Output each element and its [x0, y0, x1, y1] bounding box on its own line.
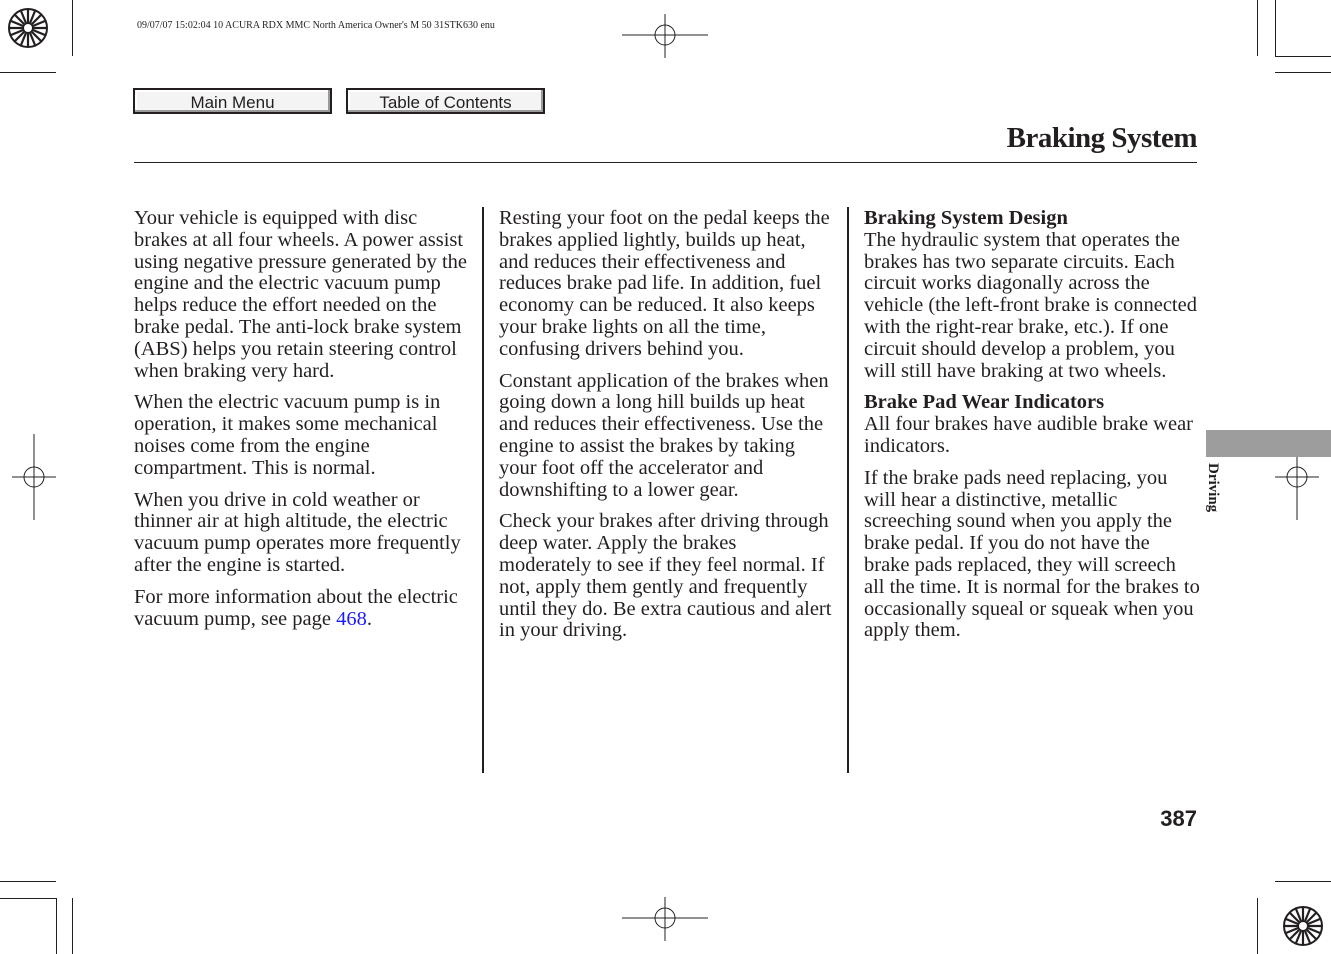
- crop-mark: [1275, 881, 1331, 882]
- column-1: [134, 208, 470, 640]
- print-header-info: 09/07/07 15:02:04 10 ACURA RDX MMC North America Owner's M 50 31STK630 enu: [137, 20, 495, 31]
- crop-mark: [0, 881, 56, 882]
- crosshair-icon: [622, 897, 708, 941]
- crop-mark: [72, 0, 73, 56]
- paragraph-text: For more information about the electric vacuum pump, see page: [134, 585, 458, 630]
- crop-mark: [56, 898, 57, 954]
- column-2: [499, 208, 832, 652]
- column-divider: [847, 207, 849, 773]
- crop-mark: [1257, 0, 1258, 56]
- paragraph: Your vehicle is equipped with disc brakes at all four wheels. A power assist using negative pressure generated by the engine and the electric vacuum pump helps reduce the effort needed on the brake pedal. The anti-lock brake system (ABS) helps you retain steering control when braking very hard.: [134, 207, 468, 382]
- column-divider: [482, 207, 484, 773]
- paragraph: All four brakes have audible brake wear indicators.: [864, 413, 1193, 457]
- crop-mark: [0, 898, 56, 899]
- paragraph-text: .: [366, 607, 372, 630]
- paragraph: Resting your foot on the pedal keeps the brakes applied lightly, builds up heat, and reduces their effectiveness and reduces brake pad life. In addition, fuel economy can be reduced. It also keeps your brake lights on all the time, confusing drivers behind you.: [499, 207, 830, 360]
- crop-mark: [1275, 72, 1331, 73]
- page-number: 387: [1160, 806, 1197, 831]
- column-3: [864, 208, 1200, 652]
- main-menu-button[interactable]: Main Menu: [133, 88, 332, 114]
- page-link[interactable]: 468: [336, 607, 367, 630]
- section-tab-label: Driving: [1205, 463, 1221, 513]
- table-of-contents-button[interactable]: Table of Contents: [346, 88, 545, 114]
- section-heading: Brake Pad Wear Indicators: [864, 391, 1105, 414]
- crop-mark: [1257, 898, 1258, 954]
- crosshair-icon: [622, 14, 708, 58]
- paragraph: If the brake pads need replacing, you will hear a distinctive, metallic screeching sound when you apply the brake pedal. If you do not have the brake pads replaced, they will screech all the time. It is normal for the brakes to occasionally squeal or squeak when you apply them.: [864, 466, 1200, 642]
- paragraph: Constant application of the brakes when going down a long hill builds up heat and reduces their effectiveness. Use the engine to assist the brakes by taking your foot off the accelerator and downshifting to a lower gear.: [499, 369, 829, 501]
- crop-mark: [1275, 0, 1276, 56]
- registration-target-icon: [0, 0, 56, 56]
- paragraph: When the electric vacuum pump is in operation, it makes some mechanical noises come from the engine compartment. This is normal.: [134, 391, 441, 479]
- paragraph: When you drive in cold weather or thinner air at high altitude, the electric vacuum pump operates more frequently after the engine is started.: [134, 488, 461, 576]
- paragraph: The hydraulic system that operates the brakes has two separate circuits. Each circuit works diagonally across the vehicle (the left-front brake is connected with the right-rear brake, etc.). If one circuit should develop a problem, you will still have braking at two wheels.: [864, 228, 1197, 382]
- crosshair-icon: [12, 434, 56, 520]
- paragraph: Check your brakes after driving through deep water. Apply the brakes moderately to see if they feel normal. If not, apply them gently and frequently until they do. Be extra cautious and alert in your driving.: [499, 510, 832, 642]
- crop-mark: [1275, 56, 1331, 57]
- crop-mark: [72, 898, 73, 954]
- crop-mark: [0, 72, 56, 73]
- registration-target-icon: [1275, 898, 1331, 954]
- title-divider: [134, 162, 1197, 163]
- section-tab: [1206, 430, 1331, 457]
- section-heading: Braking System Design: [864, 207, 1068, 229]
- paragraph: [134, 587, 470, 631]
- page-title: Braking System: [1006, 122, 1197, 154]
